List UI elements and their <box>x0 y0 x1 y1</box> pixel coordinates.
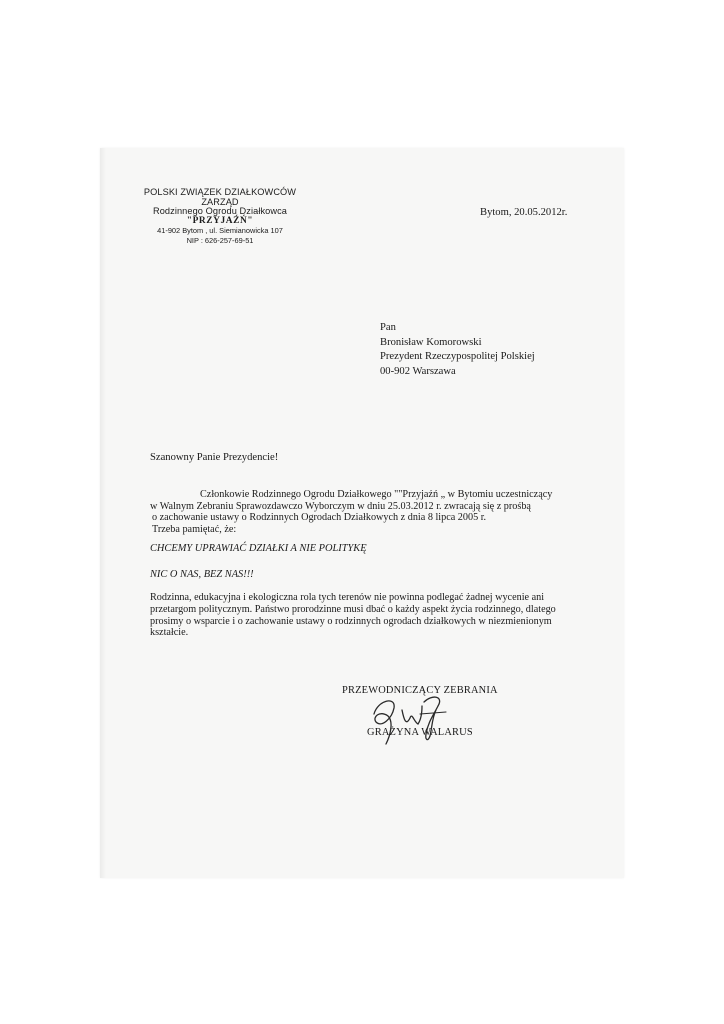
garden-label: Rodzinnego Ogrodu Działkowca <box>152 206 288 217</box>
greeting: Szanowny Panie Prezydencie! <box>150 452 279 463</box>
recipient-title: Prezydent Rzeczypospolitej Polskiej <box>380 351 535 363</box>
garden-name: "PRZYJAŹŃ" <box>186 215 254 226</box>
paragraph-line: kształcie. <box>150 627 189 639</box>
handwritten-signature <box>366 692 456 748</box>
paragraph-line: prosimy o wsparcie i o zachowanie ustawy o rodzinnych ogrodach działkowych w niezmienionym <box>150 615 552 627</box>
recipient-salutation: Pan <box>380 322 396 333</box>
signature-title: PRZEWODNICZĄCY ZEBRANIA <box>342 685 498 696</box>
paragraph-line: Trzeba pamiętać, że: <box>152 523 237 535</box>
paragraph-line: w Walnym Zebraniu Sprawozdawczo Wyborczym w dniu 25.03.2012 r. zwracają się z prośbą <box>150 500 531 512</box>
recipient-name: Bronisław Komorowski <box>380 336 482 348</box>
slogan: CHCEMY UPRAWIAĆ DZIAŁKI A NIE POLITYKĘ <box>150 543 367 554</box>
nip-line: NIP : 626-257-69-51 <box>186 235 254 245</box>
paragraph-line: Rodzinna, edukacyjna i ekologiczna rola tych terenów nie powinna podlegać żadnej wycenie ani <box>150 592 545 603</box>
paragraph-line: Członkowie Rodzinnego Ogrodu Działkowego ""Przyjaźń „ w Bytomiu uczestniczący <box>200 489 553 500</box>
board-label: ZARZĄD <box>201 196 239 207</box>
paragraph-line: przetargom politycznym. Państwo prorodzinne musi dbać o każdy aspekt życia rodzinnego, dlatego <box>150 603 556 615</box>
slogan: NIC O NAS, BEZ NAS!!! <box>150 569 254 580</box>
letterhead <box>140 188 300 246</box>
paragraph-line: o zachowanie ustawy o Rodzinnych Ogrodach Działkowych z dnia 8 lipca 2005 r. <box>152 512 487 524</box>
organization-name: POLSKI ZWIĄZEK DZIAŁKOWCÓW <box>143 187 297 197</box>
recipient-city: 00-902 Warszawa <box>380 365 456 377</box>
recipient-block <box>380 321 535 379</box>
intro-paragraph <box>150 489 574 535</box>
body-paragraph <box>150 592 570 639</box>
address-line: 41-902 Bytom , ul. Siemianowicka 107 <box>157 226 283 236</box>
signer-name: GRAŻYNA WALARUS <box>367 727 473 738</box>
letter-date: Bytom, 20.05.2012r. <box>480 207 568 218</box>
